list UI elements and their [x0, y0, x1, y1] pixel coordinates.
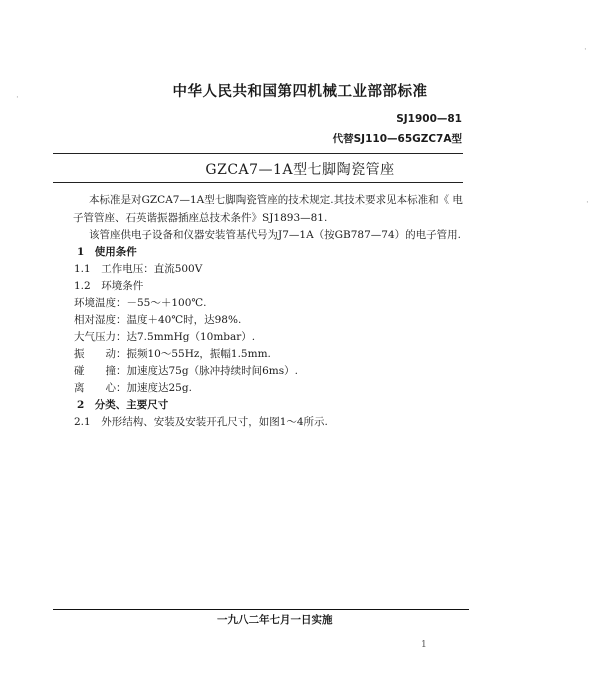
intro-paragraph-line-2: 子管管座、石英谐振器插座总技术条件》SJ1893—81.	[73, 212, 328, 224]
section-2-heading: 2 分类、主要尺寸	[77, 399, 169, 411]
clause-1-1: 1.1 工作电压：直流500V	[74, 263, 203, 275]
shock: 碰 撞：加速度达75g（脉冲持续时间6ms）.	[74, 365, 298, 377]
scan-mark-right-mid: ·	[586, 198, 589, 208]
clause-1-2: 1.2 环境条件	[74, 280, 144, 292]
vibration: 振 动：振频10～55Hz，振幅1.5mm.	[74, 348, 271, 360]
centrifugal: 离 心：加速度达25g.	[74, 382, 192, 394]
footer-divider	[53, 609, 469, 610]
replaces-standard: 代替SJ110—65GZC7A型	[332, 133, 462, 145]
atmospheric-pressure: 大气压力：达7.5mmHg（10mbar）.	[74, 331, 256, 343]
document-title: GZCA7—1A型七脚陶瓷管座	[205, 162, 395, 178]
effective-date: 一九八二年七月一日实施	[217, 614, 333, 626]
scan-mark-right-top: ·	[584, 45, 587, 55]
intro-paragraph-line-3: 该管座供电子设备和仪器安装管基代号为J7—1A（按GB787—74）的电子管用.	[89, 229, 461, 241]
intro-paragraph-line-1: 本标准是对GZCA7—1A型七脚陶瓷管座的技术规定.其技术要求见本标准和《 电	[89, 194, 463, 206]
section-1-heading: 1 使用条件	[77, 246, 137, 258]
header-divider	[53, 153, 463, 154]
relative-humidity: 相对湿度：温度＋40℃时，达98%.	[74, 314, 242, 326]
clause-2-1: 2.1 外形结构、安装及安装开孔尺寸，如图1～4所示.	[74, 416, 328, 428]
title-divider	[53, 182, 463, 183]
standard-number: SJ1900—81	[396, 113, 462, 125]
page-number: 1	[421, 640, 427, 650]
issuing-organization: 中华人民共和国第四机械工业部部标准	[172, 84, 428, 100]
scan-mark-left: ·	[16, 93, 19, 103]
ambient-temperature: 环境温度：－55～＋100℃.	[74, 297, 207, 309]
